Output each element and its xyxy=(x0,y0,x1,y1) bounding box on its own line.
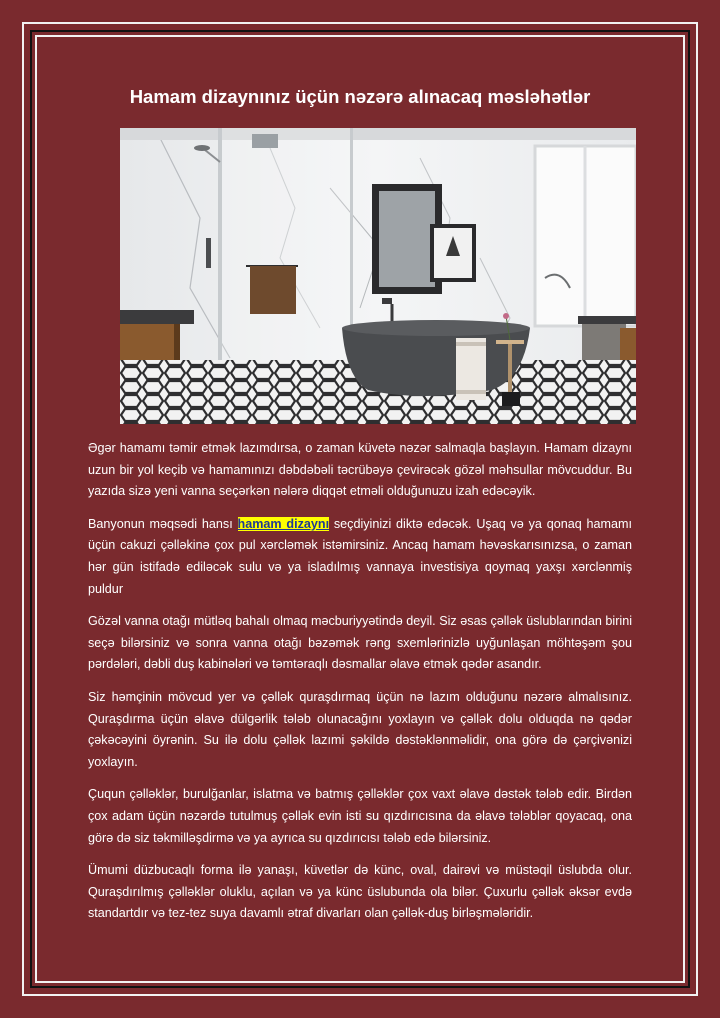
paragraph-2 xyxy=(88,514,632,600)
bathroom-illustration xyxy=(120,128,636,424)
paragraph-1: Əgər hamamı təmir etmək lazımdırsa, o zaman küvetə nəzər salmaqla başlayın. Hamam dizaynı uzun bir yol keçib və hamamınızı dəbdəbəli təcrübəyə çevirəcək gözəl məhsullar mövcuddur. Bu yazıda sizə yeni vanna seçərkən nələrə diqqət etməli olduğunuzu izah edəcəyik. xyxy=(88,441,632,499)
paragraph-4: Siz həmçinin mövcud yer və çəllək quraşdırmaq üçün nə lazım olduğunu nəzərə almalısınız. Quraşdırma üçün əlavə dülgərlik tələb olunacağını yoxlayın və çəllək dolu olduqda nə qədər çəkəcəyini öyrənin. Su ilə dolu çəllək lazımi şəkildə dəstəklənməlidir, ona görə də çərçivənizi yoxlayın. xyxy=(88,689,632,769)
paragraph-3: Gözəl vanna otağı mütləq bahalı olmaq məcburiyyətində deyil. Siz əsas çəllək üslublarından birini seçə bilərsiniz və sonra vanna otağı bəzəmək rəng sxemlərinizlə uyğunlaşan möhtəşəm şou pərdələri, dəbli duş kabinələri və təmtəraqlı dəsmallar əlavə etmək qədər asandır. xyxy=(88,614,632,672)
paragraph-5: Çuqun çəlləklər, burulğanlar, islatma və batmış çəlləklər çox vaxt əlavə dəstək tələb edir. Birdən çox adam üçün nəzərdə tutulmuş çəllək evin isti su qızdırıcısına da əlavə tələblər qoyacaq, ona görə də siz təkmilləşdirmə və ya ayrıca su qızdırıcısı tələb edə bilərsiniz. xyxy=(88,787,632,845)
paragraph-2-start: Banyonun məqsədi hansı xyxy=(88,516,238,531)
page-title: Hamam dizaynınız üçün nəzərə alınacaq məsləhətlər xyxy=(129,86,591,107)
paragraph-6: Ümumi düzbucaqlı forma ilə yanaşı, küvetlər də künc, oval, dairəvi və müstəqil üslubda olur. Quraşdırılmış çəlləklər oluklu, açılan və ya künc üslubunda ola bilər. Çuxurlu çəllək əksər evdə standartdır və tez-tez suya davamlı ətraf divarları olan çəllək-duş birləşmələridir. xyxy=(88,863,632,921)
bathroom-photo xyxy=(120,128,636,424)
paragraph-2-end: seçdiyinizi diktə edəcək. Uşaq və ya qonaq hamamı üçün cakuzi çəlləkinə çox pul xərcləmək istəmirsiniz. Ancaq hamam həvəskarısınızsa, o zaman hər gün istifadə ediləcək sulu və ya isladılmış vannaya investisiya qoymaq yaxşı xərclənmiş puldur xyxy=(88,516,632,596)
article-body xyxy=(88,438,632,936)
hamam-dizayni-link[interactable]: hamam dizaynı xyxy=(237,516,330,531)
